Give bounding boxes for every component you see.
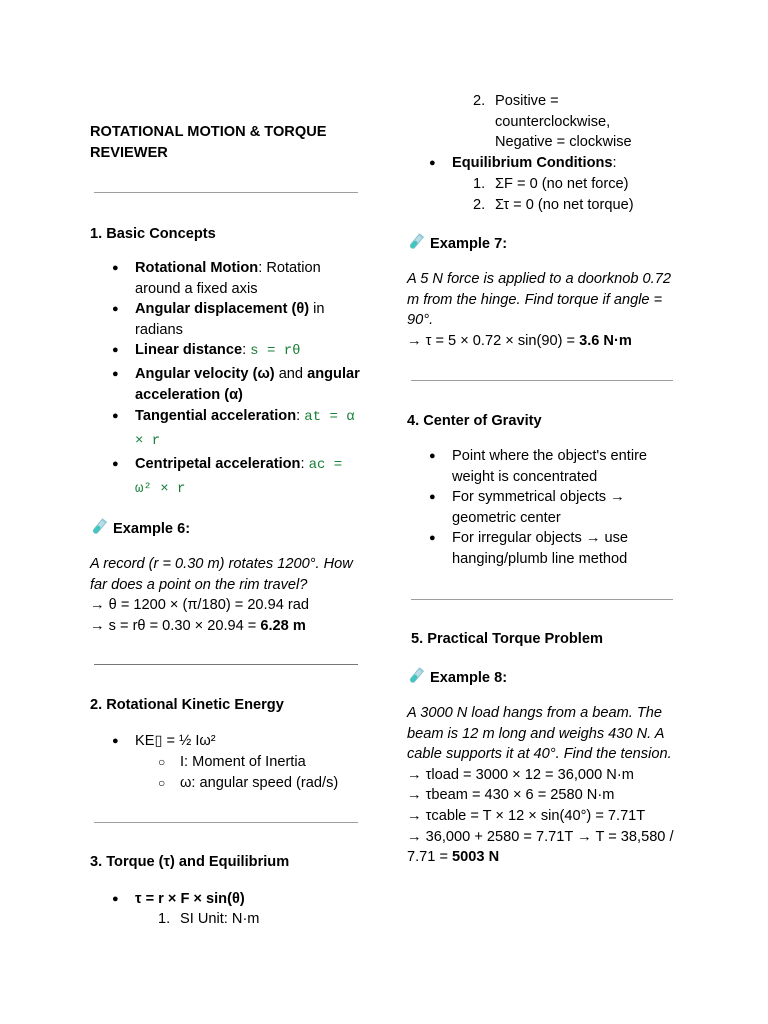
equilibrium-numbered-list bbox=[405, 174, 677, 215]
example-7-heading: Example 7: bbox=[407, 233, 679, 255]
divider bbox=[411, 380, 673, 381]
section-heading-torque: 3. Torque (τ) and Equilibrium bbox=[90, 854, 290, 870]
example-8-step: → τload = 3000 × 12 = 36,000 N·m bbox=[407, 766, 634, 783]
list-item: ● Angular displacement (θ) in radians bbox=[90, 299, 360, 340]
example-7-answer-line: → τ = 5 × 0.72 × sin(90) = 3.6 N·m bbox=[407, 332, 632, 349]
example-6-answer-line: → s = rθ = 0.30 × 20.94 = 6.28 m bbox=[90, 617, 306, 634]
formula-code: ac = ω² × r bbox=[135, 457, 343, 498]
example-8-body bbox=[407, 703, 679, 868]
list-item: ● Equilibrium Conditions: bbox=[407, 153, 679, 174]
basic-concepts-list bbox=[90, 258, 360, 501]
torque-numbered-list bbox=[90, 909, 360, 930]
list-item: 1. ΣF = 0 (no net force) bbox=[473, 176, 629, 192]
torque-list bbox=[90, 889, 360, 910]
list-item: ● For symmetrical objects → geometric center bbox=[407, 487, 679, 528]
formula-code: at = α × r bbox=[135, 409, 355, 450]
document-title: ROTATIONAL MOTION & TORQUE REVIEWER bbox=[90, 124, 327, 161]
example-6-problem: A record (r = 0.30 m) rotates 1200°. How far does a point on the rim travel? bbox=[90, 556, 353, 593]
example-8-problem: A 3000 N load hangs from a beam. The beam is 12 m long and weighs 430 N. A cable supports it at 40°. Find the tension. bbox=[407, 705, 672, 763]
section-heading-practical-torque: 5. Practical Torque Problem bbox=[411, 631, 603, 647]
list-item: ○ I: Moment of Inertia bbox=[90, 752, 360, 773]
test-tube-icon bbox=[90, 518, 108, 536]
torque-numbered-list-continued bbox=[405, 91, 677, 153]
list-item: ● Rotational Motion: Rotation around a fixed axis bbox=[90, 258, 360, 299]
list-item: 2. Positive = counterclockwise, Negative = clockwise bbox=[473, 93, 632, 151]
test-tube-icon bbox=[407, 233, 425, 251]
kinetic-energy-list bbox=[90, 731, 360, 752]
divider bbox=[94, 192, 358, 193]
list-item: ● Angular velocity (ω) and angular acceleration (α) bbox=[90, 364, 360, 405]
section-heading-basic-concepts: 1. Basic Concepts bbox=[90, 226, 216, 242]
list-item: ● Centripetal acceleration: ac = ω² × r bbox=[90, 453, 360, 501]
list-item: ○ ω: angular speed (rad/s) bbox=[90, 773, 360, 794]
center-of-gravity-list bbox=[407, 446, 679, 570]
divider bbox=[411, 599, 673, 600]
example-6-heading: Example 6: bbox=[90, 518, 360, 540]
list-item: 1. SI Unit: N·m bbox=[158, 911, 260, 927]
example-8-step: → τcable = T × 12 × sin(40°) = 7.71T bbox=[407, 807, 646, 824]
divider bbox=[94, 664, 358, 665]
list-item: ● Point where the object's entire weight is concentrated bbox=[407, 446, 679, 487]
example-6-body bbox=[90, 554, 360, 636]
list-item: 2. Στ = 0 (no net torque) bbox=[473, 196, 634, 213]
divider bbox=[94, 822, 358, 823]
example-8-step: → τbeam = 430 × 6 = 2580 N·m bbox=[407, 787, 615, 804]
list-item: ● Tangential acceleration: at = α × r bbox=[90, 405, 360, 453]
list-item: ● For irregular objects → use hanging/plumb line method bbox=[407, 528, 679, 569]
section-heading-kinetic-energy: 2. Rotational Kinetic Energy bbox=[90, 697, 284, 713]
list-item: ● KE▯ = ½ Iω² bbox=[90, 731, 360, 752]
example-8-heading: Example 8: bbox=[407, 667, 679, 689]
equilibrium-list bbox=[407, 153, 679, 174]
kinetic-energy-sublist bbox=[90, 752, 360, 793]
example-7-body bbox=[407, 269, 679, 351]
section-heading-center-of-gravity: 4. Center of Gravity bbox=[407, 413, 542, 429]
list-item: ● τ = r × F × sin(θ) bbox=[90, 889, 360, 910]
example-6-step: → θ = 1200 × (π/180) = 20.94 rad bbox=[90, 597, 309, 614]
list-item: ● Linear distance: s = rθ bbox=[90, 340, 360, 362]
test-tube-icon bbox=[407, 667, 425, 685]
example-7-problem: A 5 N force is applied to a doorknob 0.72 m from the hinge. Find torque if angle = 90°. bbox=[407, 271, 671, 329]
example-8-answer-line: → 36,000 + 2580 = 7.71T → T = 38,580 / 7.71 = 5003 N bbox=[407, 828, 674, 866]
formula-code: s = rθ bbox=[250, 343, 301, 360]
